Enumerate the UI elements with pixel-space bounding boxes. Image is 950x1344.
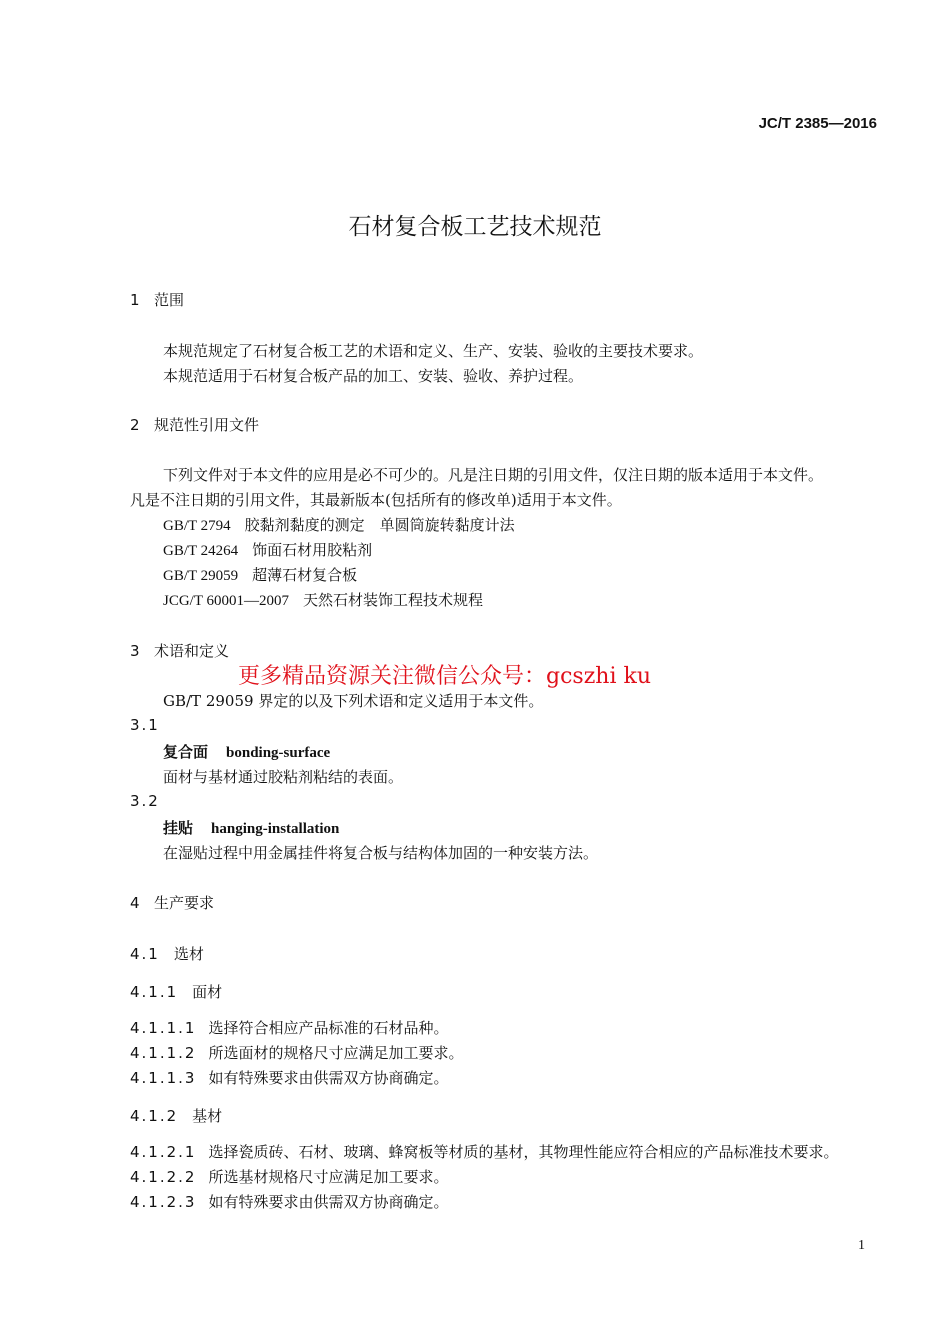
section-number: 4: [130, 894, 140, 912]
page-number: 1: [858, 1238, 865, 1253]
reference-item: [163, 539, 372, 560]
clause-item: [130, 1191, 449, 1212]
document-title: 石材复合板工艺技术规范: [348, 214, 602, 240]
subsection-title: 基材: [192, 1107, 223, 1125]
watermark-text: 更多精品资源关注微信公众号：gcszhi ku: [238, 664, 651, 689]
reference-code: JCG/T 60001—2007: [163, 593, 289, 609]
term-english: bonding-surface: [226, 745, 331, 761]
reference-item: [163, 564, 357, 585]
reference-item: [163, 589, 483, 610]
clause-number: 4.1.2.3: [130, 1193, 197, 1211]
term-english: hanging-installation: [211, 821, 340, 837]
reference-code: GB/T 24264: [163, 543, 239, 559]
section-4-heading: [130, 892, 214, 913]
reference-title: 超薄石材复合板: [252, 566, 358, 584]
paragraph: 本规范规定了石材复合板工艺的术语和定义、生产、安装、验收的主要技术要求。: [163, 342, 704, 360]
reference-code: GB/T 29059: [163, 568, 239, 584]
clause-text: 所选基材规格尺寸应满足加工要求。: [208, 1168, 449, 1186]
subsection-number: 4.1.1: [130, 983, 179, 1001]
subsection-title: 面材: [192, 983, 223, 1001]
clause-number: 4.1.1.1: [130, 1019, 197, 1037]
clause-item: [130, 1017, 449, 1038]
clause-number: 4.1.2.1: [130, 1143, 197, 1161]
term-chinese: 挂贴: [163, 819, 194, 837]
standard-number: JC/T 2385—2016: [758, 115, 877, 132]
reference-title: 饰面石材用胶粘剂: [252, 541, 373, 559]
section-title: 规范性引用文件: [154, 416, 260, 434]
paragraph: 凡是不注日期的引用文件，其最新版本(包括所有的修改单)适用于本文件。: [130, 491, 622, 509]
section-3-heading: [130, 640, 229, 661]
section-number: 2: [130, 416, 140, 434]
term-chinese: 复合面: [163, 743, 209, 761]
clause-number: 4.1.1.3: [130, 1069, 197, 1087]
paragraph: 本规范适用于石材复合板产品的加工、安装、验收、养护过程。: [163, 367, 584, 385]
clause-text: 如有特殊要求由供需双方协商确定。: [208, 1193, 449, 1211]
section-number: 3: [130, 642, 140, 660]
clause-text: 选择瓷质砖、石材、玻璃、蜂窝板等材质的基材，其物理性能应符合相应的产品标准技术要求。: [208, 1143, 839, 1161]
term-number: 3.2: [130, 792, 160, 810]
subsection-number: 4.1: [130, 945, 160, 963]
subsection-heading: [130, 981, 222, 1002]
section-number: 1: [130, 291, 140, 309]
reference-item: [163, 514, 515, 535]
term-definition: 在湿贴过程中用金属挂件将复合板与结构体加固的一种安装方法。: [163, 844, 599, 862]
term-number: 3.1: [130, 716, 160, 734]
paragraph: 下列文件对于本文件的应用是必不可少的。凡是注日期的引用文件，仅注日期的版本适用于本文件。: [163, 466, 824, 484]
section-title: 范围: [154, 291, 185, 309]
clause-number: 4.1.2.2: [130, 1168, 197, 1186]
clause-item: [130, 1067, 449, 1088]
reference-title: 天然石材装饰工程技术规程: [302, 591, 483, 609]
subsection-title: 选材: [173, 945, 204, 963]
term-definition: 面材与基材通过胶粘剂粘结的表面。: [163, 768, 404, 786]
reference-code: GB/T 2794: [163, 518, 231, 534]
paragraph: GB/T 29059 界定的以及下列术语和定义适用于本文件。: [163, 692, 544, 710]
clause-text: 如有特殊要求由供需双方协商确定。: [208, 1069, 449, 1087]
clause-item: [130, 1042, 464, 1063]
section-title: 生产要求: [154, 894, 215, 912]
clause-text: 所选面材的规格尺寸应满足加工要求。: [208, 1044, 464, 1062]
subsection-heading: [130, 1105, 222, 1126]
term-heading: [163, 817, 339, 838]
term-heading: [163, 741, 330, 762]
section-2-heading: [130, 414, 259, 435]
clause-item: [130, 1166, 449, 1187]
clause-text: 选择符合相应产品标准的石材品种。: [208, 1019, 449, 1037]
subsection-heading: [130, 943, 204, 964]
section-1-heading: [130, 289, 184, 310]
subsection-number: 4.1.2: [130, 1107, 179, 1125]
reference-title: 胶黏剂黏度的测定 单圆筒旋转黏度计法: [244, 516, 515, 534]
clause-item: [130, 1141, 839, 1162]
section-title: 术语和定义: [154, 642, 230, 660]
clause-number: 4.1.1.2: [130, 1044, 197, 1062]
